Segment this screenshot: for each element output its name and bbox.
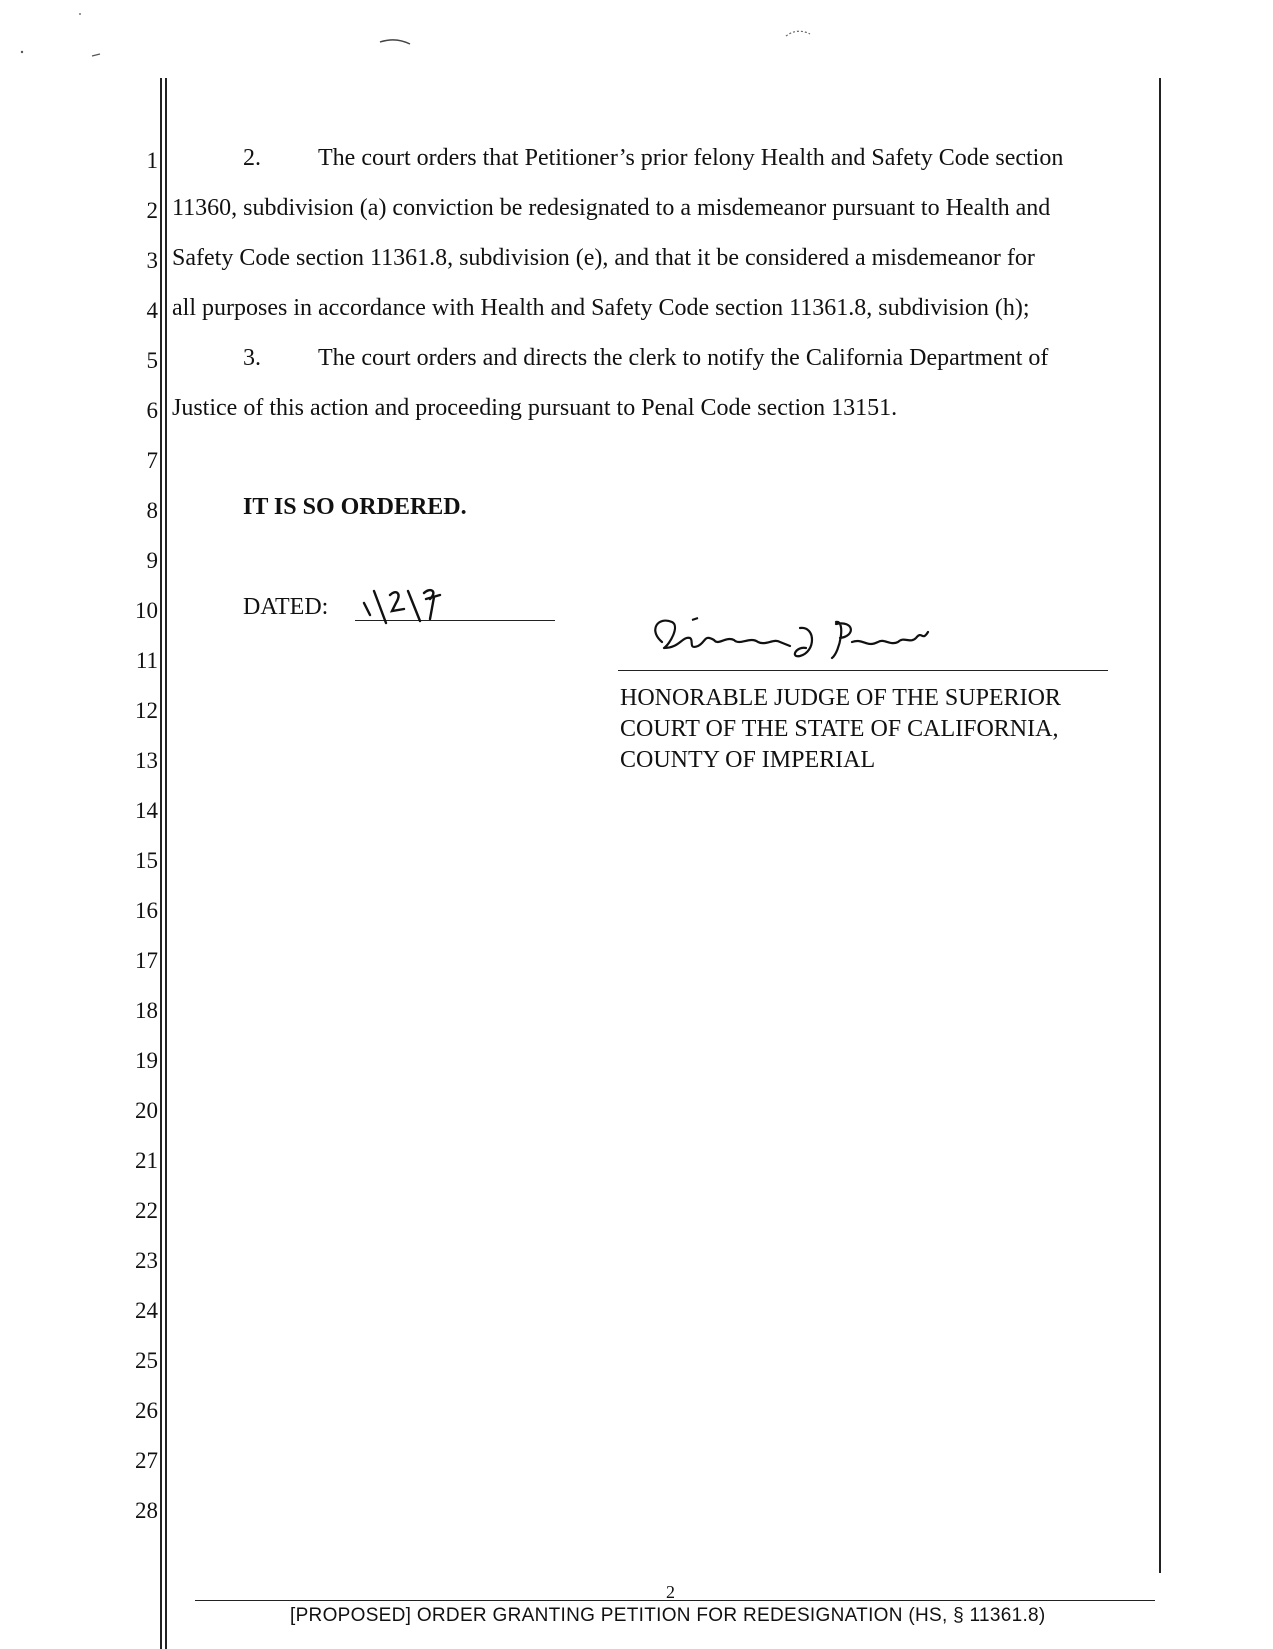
line-number: 15 <box>135 848 158 873</box>
scan-artifacts <box>0 0 1273 100</box>
para2-line4: all purposes in accordance with Health and Safety Code section 11361.8, subdivision (h); <box>172 295 1030 321</box>
line-number: 6 <box>146 398 158 423</box>
para3-number: 3. <box>243 345 261 371</box>
line-number: 7 <box>146 448 158 473</box>
line-number: 14 <box>135 798 158 823</box>
line-number: 28 <box>135 1498 158 1523</box>
para2-line2: 11360, subdivision (a) conviction be redesignated to a misdemeanor pursuant to Health and <box>172 195 1051 221</box>
line-number: 21 <box>135 1148 158 1173</box>
line-number: 24 <box>135 1298 158 1323</box>
line-number: 2 <box>146 198 158 223</box>
line-number: 10 <box>135 598 158 623</box>
footer-title: [PROPOSED] ORDER GRANTING PETITION FOR REDESIGNATION (HS, § 11361.8) <box>290 1605 1046 1626</box>
signature-line <box>618 670 1108 671</box>
para2-line1: The court orders that Petitioner’s prior felony Health and Safety Code section <box>318 145 1064 171</box>
line-number: 4 <box>146 298 158 323</box>
line-number: 19 <box>135 1048 158 1073</box>
line-number: 23 <box>135 1248 158 1273</box>
dated-label: DATED: <box>243 594 329 620</box>
left-margin-rule-outer <box>160 78 162 1649</box>
right-margin-rule <box>1159 78 1161 1573</box>
handwritten-date <box>360 585 470 630</box>
line-number: 27 <box>135 1448 158 1473</box>
judge-signature <box>640 612 940 672</box>
line-number: 26 <box>135 1398 158 1423</box>
order-statement: IT IS SO ORDERED. <box>243 494 467 520</box>
line-number: 3 <box>146 248 158 273</box>
footer-rule <box>195 1600 1155 1601</box>
judge-title-block <box>620 683 1061 776</box>
line-number: 5 <box>146 348 158 373</box>
para3-line2: Justice of this action and proceeding pursuant to Penal Code section 13151. <box>172 395 898 421</box>
line-number: 12 <box>135 698 158 723</box>
judge-title-line3: COUNTY OF IMPERIAL <box>620 747 876 773</box>
para2-number: 2. <box>243 145 261 171</box>
line-number: 8 <box>146 498 158 523</box>
left-margin-rule-inner <box>165 78 167 1649</box>
line-number: 20 <box>135 1098 158 1123</box>
judge-title-line2: COURT OF THE STATE OF CALIFORNIA, <box>620 716 1059 742</box>
line-number: 11 <box>135 648 158 673</box>
line-number: 13 <box>135 748 158 773</box>
para3-line1: The court orders and directs the clerk to notify the California Department of <box>318 345 1049 371</box>
line-number: 17 <box>135 948 158 973</box>
para2-line3: Safety Code section 11361.8, subdivision (e), and that it be considered a misdemeanor for <box>172 245 1035 271</box>
line-number: 18 <box>135 998 158 1023</box>
line-number: 1 <box>146 148 158 173</box>
page-number: 2 <box>666 1582 675 1602</box>
line-number: 16 <box>135 898 158 923</box>
line-number: 22 <box>135 1198 158 1223</box>
judge-title-line1: HONORABLE JUDGE OF THE SUPERIOR <box>620 685 1061 711</box>
line-number: 9 <box>146 548 158 573</box>
line-number: 25 <box>135 1348 158 1373</box>
